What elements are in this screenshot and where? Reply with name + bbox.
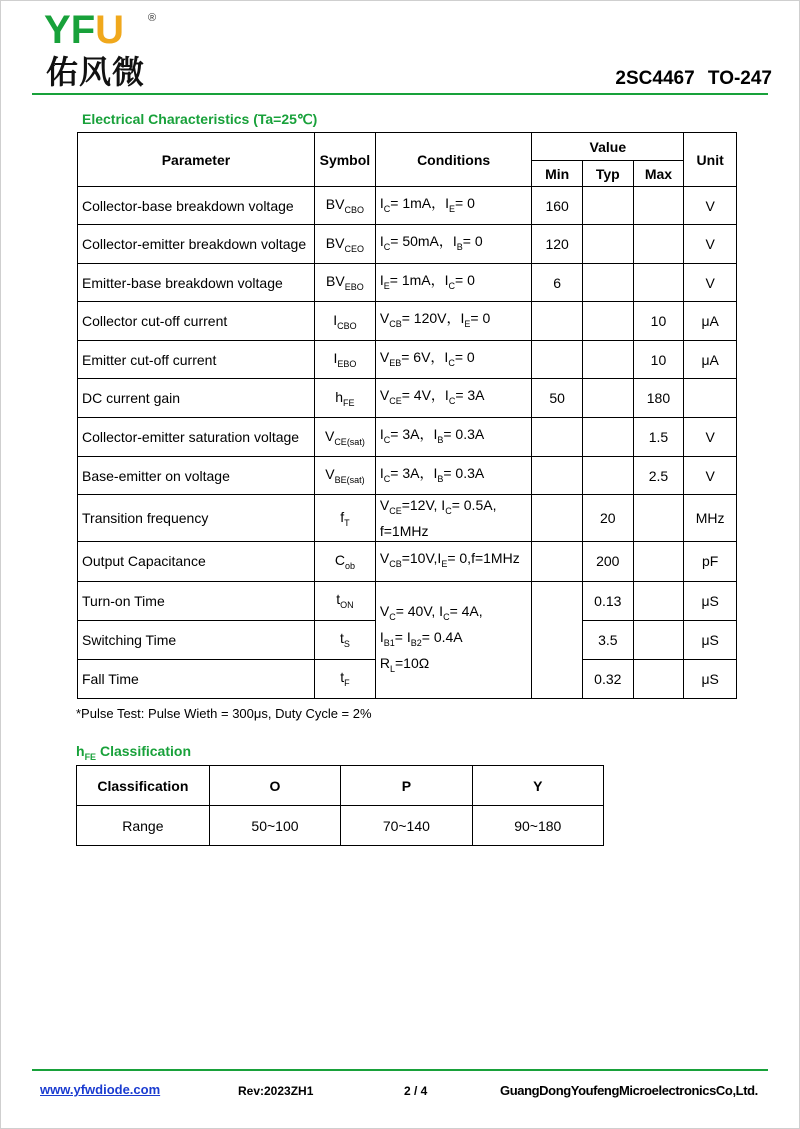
header-parameter: Parameter [78,133,315,187]
parameter-cell: Transition frequency [78,495,315,542]
symbol-cell [314,341,375,379]
parameter-cell: Collector cut-off current [78,302,315,341]
subscript-text: C [448,395,456,406]
unit-cell: V [684,418,737,457]
electrical-characteristics-title: Electrical Characteristics (Ta=25℃) [82,111,318,127]
symbol-main: I [333,350,338,367]
conditions-cell [375,457,532,495]
parameter-cell: Emitter cut-off current [78,341,315,379]
condition-line: f=1MHz [379,522,429,539]
symbol-cell [314,495,375,542]
unit-cell: μA [684,302,737,341]
typ-value: 0.32 [582,659,633,698]
condition-text: = 0.3A [443,464,485,481]
subscript-text: CB [389,559,402,570]
condition-line [380,601,529,627]
symbol-cell [314,418,375,457]
header-max: Max [633,161,684,187]
condition-text: = 0 [455,271,475,288]
footer-divider [32,1069,768,1071]
registered-mark: ® [148,12,157,24]
grade-name: O [209,766,340,806]
min-value [532,457,583,495]
subscript-text: B [437,434,444,445]
logo-letter-f: F [70,8,96,52]
conditions-cell [375,379,532,418]
symbol-cell [314,264,375,302]
subscript-text: C [383,203,391,214]
parameter-cell: Emitter-base breakdown voltage [78,264,315,302]
symbol-cell [314,302,375,341]
symbol-subscript: ON [340,600,354,611]
logo-letter-y: Y [44,8,71,52]
condition-text: V [379,348,390,365]
table-row [78,379,737,418]
table-row [78,187,737,225]
condition-text: = 0 [470,310,491,327]
subscript-text: L [389,663,395,674]
min-value: 6 [532,264,583,302]
max-value: 10 [633,341,684,379]
min-value [532,495,583,542]
conditions-cell [375,225,532,264]
condition-text: = 3A [455,387,485,404]
subscript-text: B [456,241,463,252]
table-row [78,341,737,379]
subscript-text: C [383,434,391,445]
min-value [532,581,583,698]
condition-text: = 0.3A [443,426,485,443]
min-value [532,341,583,379]
unit-cell: V [684,264,737,302]
condition-text: = 0.5A, [451,497,497,513]
typ-value [582,302,633,341]
grade-range: 70~140 [341,806,472,846]
subscript-text: C [448,280,456,291]
electrical-characteristics-table [77,132,737,699]
title-rest: Classification [96,743,191,759]
conditions-cell [375,302,532,341]
condition-line [380,347,529,373]
condition-text: = 4A, [449,603,483,620]
conditions-cell [375,341,532,379]
condition-text: = 0 [455,194,475,211]
unit-cell: pF [684,541,737,581]
logo-chinese-name: 佑风微 [46,53,146,91]
condition-text: = 0 [462,233,483,250]
table-row [78,225,737,264]
symbol-subscript: CBO [337,320,357,331]
condition-text: =10V,I [401,550,442,567]
condition-text: = 3A，I [390,426,438,443]
website-link[interactable]: www.yfwdiode.com [40,1082,161,1097]
grade-name: P [341,766,472,806]
grade-range: 50~100 [209,806,340,846]
symbol-cell [314,225,375,264]
symbol-subscript: ob [344,560,355,571]
revision: Rev:2023ZH1 [238,1084,314,1098]
symbol-main: BV [325,196,345,213]
logo-wordmark [44,10,124,50]
page-number: 2 / 4 [404,1084,428,1098]
max-value [633,581,684,620]
max-value [633,620,684,659]
condition-text: = 40V, I [395,603,444,620]
unit-cell: V [684,457,737,495]
header-symbol: Symbol [314,133,375,187]
subscript-text: C [389,611,396,622]
subscript-text: C [383,473,391,484]
symbol-subscript: S [343,639,350,650]
parameter-cell: Output Capacitance [78,541,315,581]
symbol-main: h [335,388,344,405]
max-value [633,225,684,264]
max-value: 1.5 [633,418,684,457]
max-value: 10 [633,302,684,341]
condition-line [380,231,529,257]
symbol-cell [314,379,375,418]
header-divider [32,93,768,95]
condition-text: V [379,310,390,327]
condition-line [380,270,529,296]
parameter-cell: Collector-emitter saturation voltage [78,418,315,457]
symbol-subscript: BE(sat) [334,474,365,485]
unit-cell: μS [684,620,737,659]
subscript-text: B [437,473,444,484]
table-row [78,541,737,581]
symbol-main: V [324,427,335,444]
condition-text: = 6V，I [401,348,449,365]
subscript-text: E [383,280,390,291]
symbol-cell [314,457,375,495]
symbol-main: I [333,311,338,328]
header-typ: Typ [582,161,633,187]
parameter-cell: Switching Time [78,620,315,659]
condition-text: I [379,628,384,645]
max-value: 2.5 [633,457,684,495]
unit-cell: V [684,225,737,264]
symbol-subscript: CE(sat) [334,436,365,447]
typ-value [582,379,633,418]
condition-text: = 0,f=1MHz [447,550,520,567]
symbol-main: C [334,551,345,568]
condition-line [380,548,529,574]
company-logo [44,10,164,90]
conditions-cell [375,495,532,542]
min-value [532,302,583,341]
condition-text: =10Ω [395,654,430,671]
unit-cell: μS [684,659,737,698]
typ-value [582,457,633,495]
min-value: 160 [532,187,583,225]
unit-cell: μS [684,581,737,620]
header-conditions: Conditions [375,133,532,187]
conditions-cell [375,418,532,457]
condition-text: = I [394,628,411,645]
part-number: 2SC4467 TO-247 [615,68,772,89]
conditions-cell [375,264,532,302]
table-row [78,581,737,620]
classification-label: Classification [77,766,210,806]
typ-value: 200 [582,541,633,581]
conditions-cell [375,187,532,225]
condition-text: = 0 [454,348,475,365]
unit-cell: V [684,187,737,225]
parameter-cell: Fall Time [78,659,315,698]
condition-text: I [379,464,384,481]
condition-text: = 1mA，I [389,271,449,288]
condition-text: = 0.4A [421,628,463,645]
subscript-text: E [464,318,471,329]
condition-line [380,385,529,411]
min-value [532,418,583,457]
subscript-text: C [448,357,455,368]
condition-line [380,495,529,521]
symbol-subscript: T [344,517,350,528]
subscript-text: E [441,559,448,570]
symbol-subscript: EBO [344,281,364,292]
parameter-cell: Turn-on Time [78,581,315,620]
max-value [633,541,684,581]
typ-value [582,341,633,379]
parameter-cell: Collector-emitter breakdown voltage [78,225,315,264]
subscript-text: CE [389,505,402,516]
symbol-main: BV [326,273,345,290]
condition-line [380,193,529,219]
max-value [633,495,684,542]
max-value [633,264,684,302]
condition-text: = 50mA，I [390,233,457,250]
symbol-cell [314,187,375,225]
condition-text: V [379,550,390,567]
condition-text: V [379,387,390,404]
parameter-cell: Collector-base breakdown voltage [78,187,315,225]
unit-cell: MHz [684,495,737,542]
title-h: h [76,743,85,759]
condition-line [380,653,529,679]
subscript-text: CE [389,395,402,406]
title-subscript: FE [84,751,97,762]
hfe-classification-title [76,743,191,762]
condition-text: = 4V，I [401,387,449,404]
symbol-subscript: CEO [344,243,364,254]
condition-line [380,627,529,653]
condition-text: = 3A，I [390,464,438,481]
typ-value: 20 [582,495,633,542]
unit-cell: μA [684,341,737,379]
header-min: Min [532,161,583,187]
parameter-cell: Base-emitter on voltage [78,457,315,495]
condition-text: V [379,497,390,513]
classification-header-row [77,766,604,806]
subscript-text: B1 [383,637,395,648]
typ-value [582,225,633,264]
condition-text: I [379,271,384,288]
table-row [78,418,737,457]
condition-text: = 120V，I [401,310,465,327]
header-value: Value [532,133,684,161]
subscript-text: CB [389,318,402,329]
range-label: Range [77,806,210,846]
symbol-main: t [339,630,344,647]
min-value: 120 [532,225,583,264]
header-unit: Unit [684,133,737,187]
unit-cell [684,379,737,418]
condition-text: R [379,654,390,671]
company-name: GuangDongYoufengMicroelectronicsCo,Ltd. [500,1083,758,1098]
typ-value [582,418,633,457]
condition-text: = 1mA，I [390,194,449,211]
typ-value: 0.13 [582,581,633,620]
symbol-subscript: EBO [337,358,357,369]
symbol-cell [314,581,375,620]
symbol-subscript: FE [343,397,355,408]
subscript-text: EB [389,357,402,368]
max-value: 180 [633,379,684,418]
parameter-cell: DC current gain [78,379,315,418]
condition-text: I [379,426,384,443]
hfe-classification-table [76,765,604,846]
table-row [78,495,737,542]
max-value [633,659,684,698]
typ-value [582,264,633,302]
condition-line [380,463,529,489]
pulse-test-note: *Pulse Test: Pulse Wieth = 300μs, Duty Cycle = 2% [76,706,372,721]
typ-value: 3.5 [582,620,633,659]
symbol-cell [314,659,375,698]
symbol-main: t [340,669,345,686]
symbol-cell [314,541,375,581]
max-value [633,187,684,225]
conditions-cell [375,541,532,581]
condition-text: I [379,233,384,250]
typ-value [582,187,633,225]
symbol-main: V [325,466,335,483]
min-value: 50 [532,379,583,418]
logo-letter-u: U [95,8,125,52]
subscript-text: C [443,611,450,622]
subscript-text: E [449,203,456,214]
symbol-subscript: F [344,678,350,689]
condition-text: I [379,194,384,211]
symbol-main: f [340,508,345,525]
grade-range: 90~180 [472,806,603,846]
table-row [78,457,737,495]
subscript-text: C [445,505,452,516]
symbol-main: BV [325,234,345,251]
condition-line [380,308,529,334]
symbol-subscript: CBO [344,204,364,215]
subscript-text: B2 [410,637,422,648]
subscript-text: C [383,241,391,252]
condition-text: =12V, I [401,497,446,513]
classification-range-row [77,806,604,846]
symbol-cell [314,620,375,659]
table-row [78,302,737,341]
table-row [78,264,737,302]
switching-conditions-cell [375,581,532,698]
min-value [532,541,583,581]
condition-text: V [379,603,390,620]
grade-name: Y [472,766,603,806]
symbol-main: t [336,591,341,608]
condition-line [380,424,529,450]
